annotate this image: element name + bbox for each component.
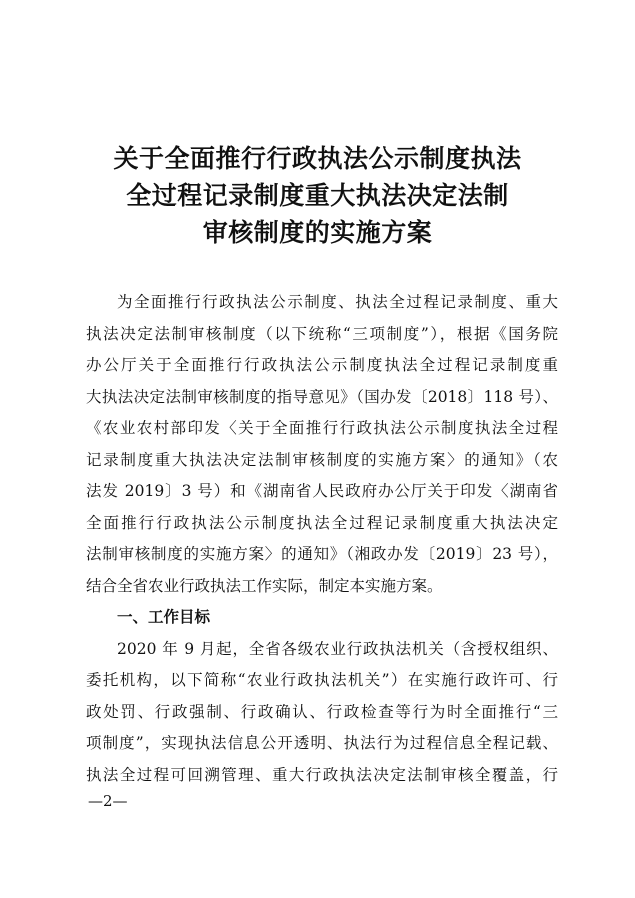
body-line: 记录制度重大执法决定法制审核制度的实施方案〉的通知》（农: [86, 450, 558, 469]
section-line: 2020 年 9 月起，全省各级农业行政执法机关（含授权组织、: [117, 639, 558, 658]
title-line: 全过程记录制度重大执法决定法制: [126, 181, 509, 210]
section-line: 委托机构，以下简称“农业行政执法机关”）在实施行政许可、行: [86, 671, 558, 689]
title-line: 关于全面推行行政执法公示制度执法: [113, 144, 522, 173]
body-line: 全面推行行政执法公示制度执法全过程记录制度重大执法决定: [86, 513, 558, 532]
body-line: 为全面推行行政执法公示制度、执法全过程记录制度、重大: [117, 293, 558, 311]
page-number: —2—: [88, 792, 128, 810]
section-line: 执法全过程可回溯管理、重大行政执法决定法制审核全覆盖，行: [86, 765, 558, 784]
body-line: 执法决定法制审核制度（以下统称“三项制度”），根据《国务院: [86, 324, 558, 343]
section-heading: 一、工作目标: [117, 608, 211, 626]
document-body: [86, 287, 558, 791]
body-line: 大执法决定法制审核制度的指导意见》（国办发〔2018〕118 号）、: [86, 387, 558, 406]
body-line: 办公厅关于全面推行行政执法公示制度执法全过程记录制度重: [86, 356, 558, 374]
body-line: 《农业农村部印发〈关于全面推行行政执法公示制度执法全过程: [86, 419, 558, 437]
document-title: [60, 140, 575, 251]
body-line: 法发 2019〕3 号）和《湖南省人民政府办公厅关于印发〈湖南省: [86, 482, 558, 500]
section-line: 项制度”，实现执法信息公开透明、执法行为过程信息全程记载、: [86, 734, 558, 752]
title-line: 审核制度的实施方案: [202, 218, 433, 247]
body-line: 结合全省农业行政执法工作实际，制定本实施方案。: [86, 576, 443, 595]
body-line: 法制审核制度的实施方案〉的通知》（湘政办发〔2019〕23 号），: [86, 545, 558, 563]
section-line: 政处罚、行政强制、行政确认、行政检查等行为时全面推行“三: [86, 702, 558, 721]
